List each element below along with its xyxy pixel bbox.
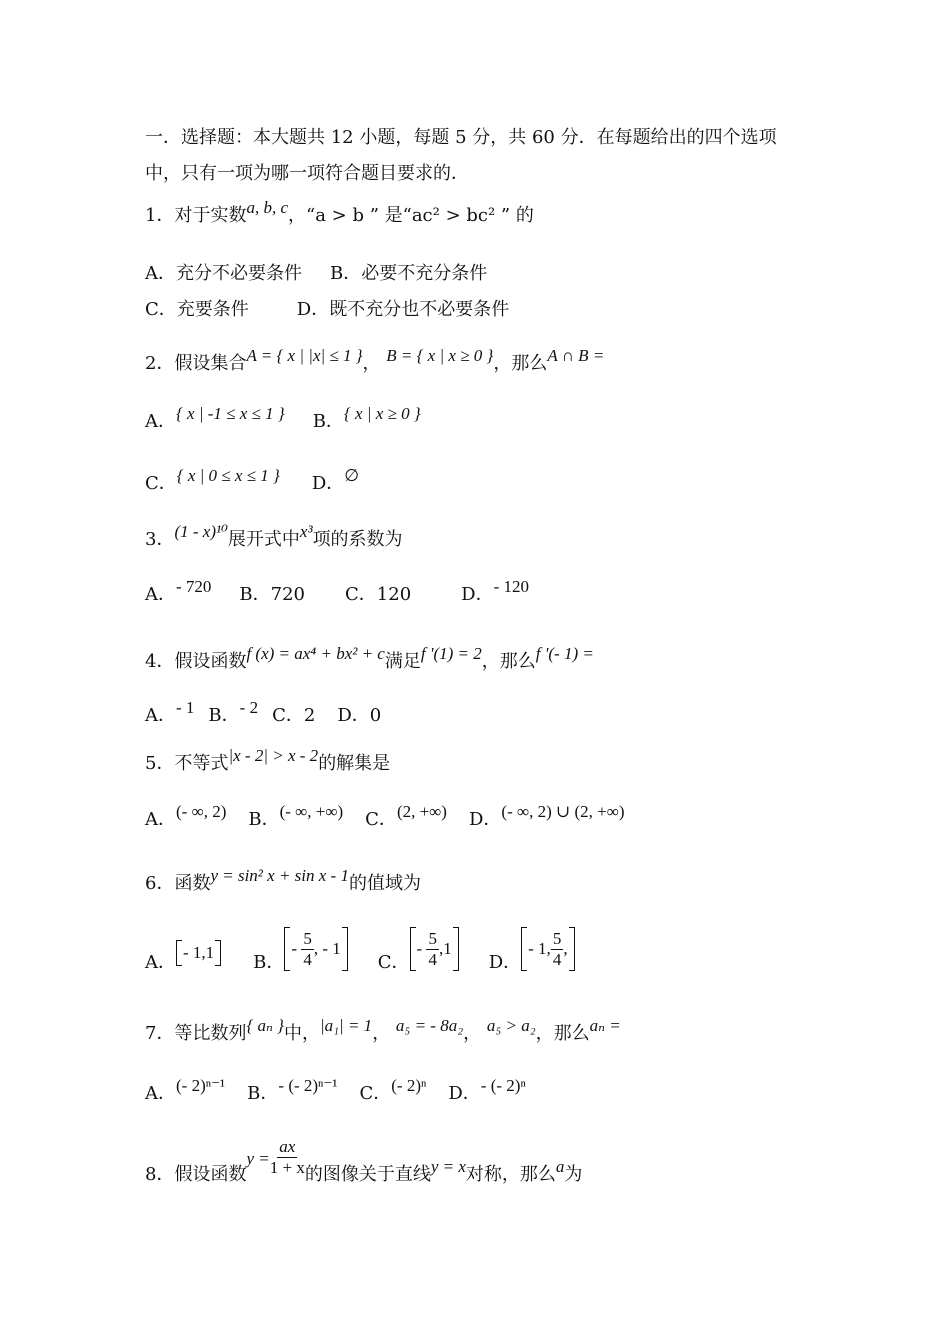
fraction: $\frac{5}{4}$ xyxy=(552,928,562,969)
question-2-stem: 2．假设集合A = { x | |x| ≤ 1 }， B = { x | x ≥ 0 }，那么A ∩ B = xyxy=(145,346,605,374)
question-3-option-a[interactable]: A．- 720 xyxy=(145,577,212,605)
question-4-option-c[interactable]: C．2 xyxy=(272,705,316,726)
fraction: $\frac{5}{4}$ xyxy=(428,928,437,969)
question-5-option-c[interactable]: C．(2, +∞) xyxy=(365,802,447,830)
question-1-option-b[interactable]: B．必要不充分条件 xyxy=(330,263,488,284)
question-5-options xyxy=(145,802,653,832)
question-1-options-row-2 xyxy=(145,298,537,322)
section-title-line-2: 中，只有一项为哪一项符合题目要求的． xyxy=(145,163,469,184)
question-5-option-b[interactable]: B．(- ∞, +∞) xyxy=(248,802,344,830)
question-2-option-d[interactable]: D．∅ xyxy=(311,466,360,494)
question-3-option-b[interactable]: B．720 xyxy=(239,584,306,605)
question-4-stem: 4．假设函数f (x) = ax⁴ + bx² + c满足f '(1) = 2，那么f '(- 1) = xyxy=(145,644,594,672)
question-7-stem: 7．等比数列{ aₙ }中，|a₁| = 1， a₅ = - 8a₂， a₅ > a₂，那么aₙ = xyxy=(145,1016,621,1044)
question-6-options xyxy=(145,928,603,986)
section-title-line-1: 一．选择题：本大题共 12 小题，每题 5 分，共 60 分．在每题给出的四个选项 xyxy=(145,127,777,148)
question-2-option-b[interactable]: B．{ x | x ≥ 0 } xyxy=(312,404,421,432)
question-1-stem: 1．对于实数a, b, c，“a > b ” 是“ac² > bc² ” 的 xyxy=(145,198,534,226)
question-2-options-row-1 xyxy=(145,404,449,434)
question-4-option-d[interactable]: D．0 xyxy=(337,705,382,726)
interval-bracket: - 1, $\frac{5}{4}$ , xyxy=(521,927,574,971)
question-3-option-c[interactable]: C．120 xyxy=(345,584,412,605)
interval-bracket: - $\frac{5}{4}$ ,1 xyxy=(410,927,459,971)
question-2-option-c[interactable]: C．{ x | 0 ≤ x ≤ 1 } xyxy=(145,466,280,494)
fraction: $\frac{ax}{1 + x}$ xyxy=(269,1136,305,1177)
question-4-option-a[interactable]: A．- 1 xyxy=(145,698,195,726)
question-6-option-a[interactable]: A． - 1,1 xyxy=(145,940,221,986)
question-4-option-b[interactable]: B．- 2 xyxy=(208,698,259,726)
question-4-options xyxy=(145,698,409,728)
interval-bracket: - 1,1 xyxy=(176,940,221,966)
question-5-stem: 5．不等式|x - 2| > x - 2的解集是 xyxy=(145,746,391,774)
question-7-option-d[interactable]: D．- (- 2)ⁿ xyxy=(448,1076,526,1104)
question-7-option-c[interactable]: C．(- 2)ⁿ xyxy=(359,1076,427,1104)
question-1-option-d[interactable]: D．既不充分也不必要条件 xyxy=(296,299,510,320)
question-1-option-c[interactable]: C．充要条件 xyxy=(145,299,249,320)
question-3-option-d[interactable]: D．- 120 xyxy=(461,577,530,605)
question-3-options xyxy=(145,577,557,607)
question-3-stem: 3．(1 - x)¹⁰展开式中x³项的系数为 xyxy=(145,522,403,550)
fraction: $\frac{5}{4}$ xyxy=(303,928,312,969)
question-7-options xyxy=(145,1076,554,1106)
question-6-stem: 6．函数y = sin² x + sin x - 1的值域为 xyxy=(145,866,421,894)
interval-bracket: - $\frac{5}{4}$ , - 1 xyxy=(284,927,347,971)
question-8-stem: 8．假设函数y = $\frac{ax}{1 + x}$ 的图像关于直线y = x对称，那么a为 xyxy=(145,1136,583,1185)
question-6-option-d[interactable]: D． - 1, $\frac{5}{4}$ , xyxy=(489,940,575,986)
question-1-options-row-1 xyxy=(145,262,515,286)
question-5-option-a[interactable]: A．(- ∞, 2) xyxy=(145,802,227,830)
question-6-option-c[interactable]: C． - $\frac{5}{4}$ ,1 xyxy=(378,940,459,986)
empty-set-symbol: ∅ xyxy=(344,466,360,485)
question-6-option-b[interactable]: B． - $\frac{5}{4}$ , - 1 xyxy=(253,940,348,986)
question-7-option-a[interactable]: A．(- 2)ⁿ⁻¹ xyxy=(145,1076,226,1104)
question-1-option-a[interactable]: A．充分不必要条件 xyxy=(145,263,302,284)
question-2-option-a[interactable]: A．{ x | -1 ≤ x ≤ 1 } xyxy=(145,404,285,432)
question-7-option-b[interactable]: B．- (- 2)ⁿ⁻¹ xyxy=(247,1076,338,1104)
question-2-options-row-2 xyxy=(145,466,387,496)
question-5-option-d[interactable]: D．(- ∞, 2) ∪ (2, +∞) xyxy=(468,802,625,830)
